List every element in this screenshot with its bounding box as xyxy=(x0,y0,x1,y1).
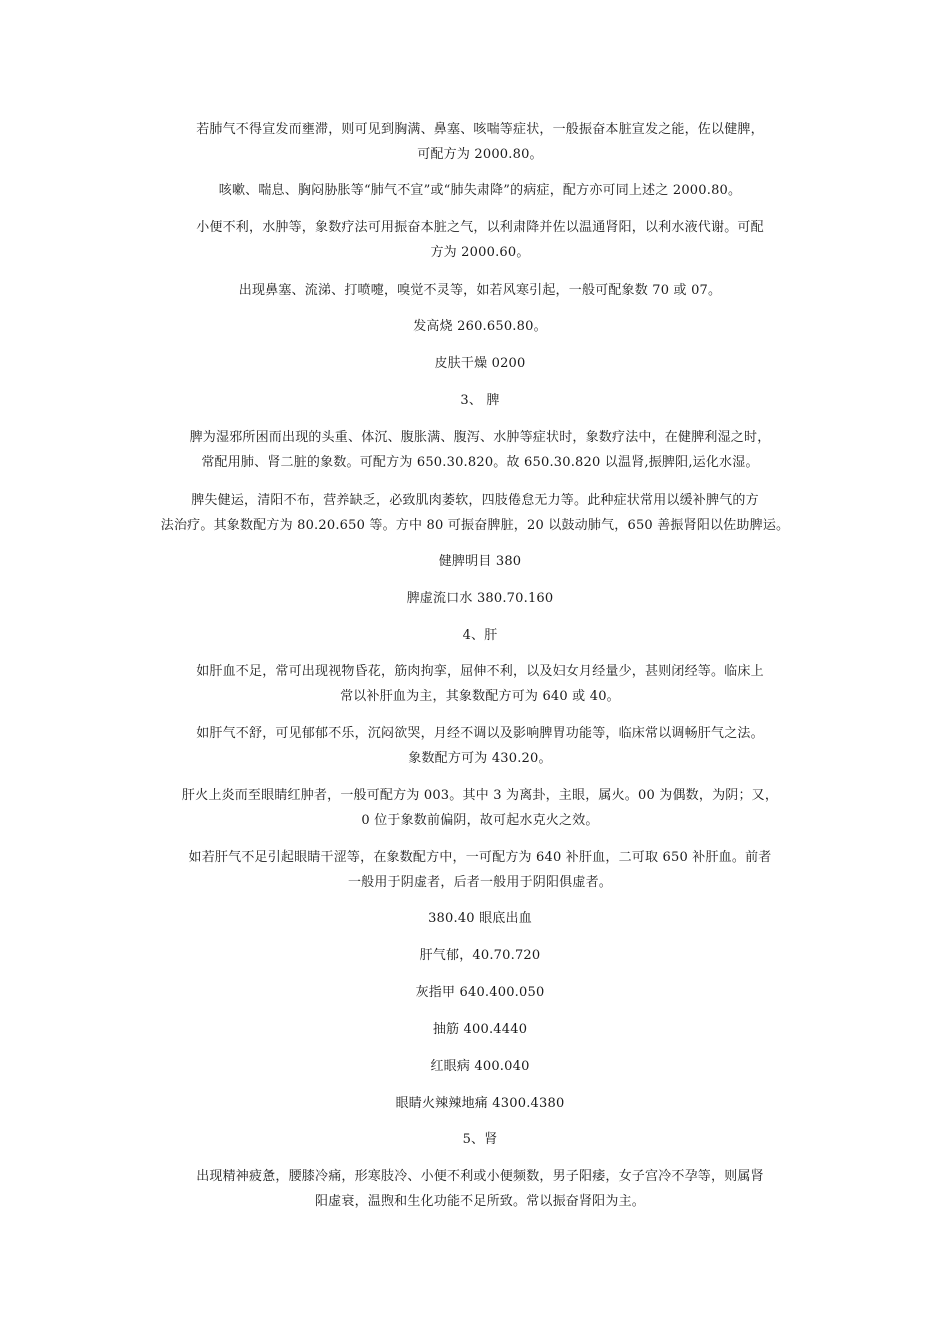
text-line: 出现精神疲惫，腰膝冷痛，形寒肢冷、小便不利或小便频数，男子阳痿，女子宫冷不孕等，则属肾 xyxy=(196,1169,764,1184)
text-line: 如肝血不足，常可出现视物昏花，筋肉拘挛，屈伸不利，以及妇女月经量少，甚则闭经等。临床上 xyxy=(196,664,764,679)
text-line: 红眼病 400.040 xyxy=(430,1059,530,1074)
text-line: 灰指甲 640.400.050 xyxy=(415,985,545,1000)
text-line: 肝气郁，40.70.720 xyxy=(419,948,541,963)
section-heading: 5、肾 xyxy=(462,1132,498,1147)
text-line: 若肺气不得宣发而壅滞，则可见到胸满、鼻塞、咳喘等症状，一般振奋本脏宣发之能，佐以健脾， xyxy=(196,122,764,137)
text-line: 咳嗽、喘息、胸闷胁胀等“肺气不宣”或“肺失肃降”的病症，配方亦可同上述之 2000.80。 xyxy=(218,183,742,198)
text-line: 眼睛火辣辣地痛 4300.4380 xyxy=(395,1096,565,1111)
section-heading: 3、 脾 xyxy=(460,393,500,408)
text-line: 肝火上炎而至眼睛红肿者，一般可配方为 003。其中 3 为离卦，主眼，属火。00 为偶数，为阴；又， xyxy=(181,788,779,803)
section-heading: 4、肝 xyxy=(462,628,498,643)
text-line: 脾为湿邪所困而出现的头重、体沉、腹胀满、腹泻、水肿等症状时，象数疗法中，在健脾利湿之时， xyxy=(189,430,771,445)
text-line: 健脾明目 380 xyxy=(438,554,522,569)
text-line: 阳虚衰，温煦和生化功能不足所致。常以振奋肾阳为主。 xyxy=(314,1194,645,1209)
text-line: 出现鼻塞、流涕、打喷嚏，嗅觉不灵等，如若风寒引起，一般可配象数 70 或 07。 xyxy=(238,283,722,298)
text-line: 如肝气不舒，可见郁郁不乐，沉闷欲哭，月经不调以及影响脾胃功能等，临床常以调畅肝气之法。 xyxy=(196,726,764,741)
text-line: 一般用于阴虚者，后者一般用于阴阳俱虚者。 xyxy=(347,875,612,890)
text-line: 380.40 眼底出血 xyxy=(428,911,532,926)
text-line: 小便不利，水肿等，象数疗法可用振奋本脏之气，以利肃降并佐以温通肾阳，以利水液代谢。可配 xyxy=(196,220,764,235)
text-line: 发高烧 260.650.80。 xyxy=(413,319,547,334)
text-line: 0 位于象数前偏阴，故可起水克火之效。 xyxy=(361,813,599,828)
text-line: 法治疗。其象数配方为 80.20.650 等。方中 80 可振奋脾脏，20 以鼓动肺气，650 善振肾阳以佐助脾运。 xyxy=(160,518,790,533)
text-line: 可配方为 2000.80。 xyxy=(417,147,543,162)
text-line: 皮肤干燥 0200 xyxy=(434,356,526,371)
text-line: 抽筋 400.4440 xyxy=(432,1022,528,1037)
text-line: 常配用肺、肾二脏的象数。可配方为 650.30.820。故 650.30.820 以温肾,振脾阳,运化水湿。 xyxy=(201,455,759,470)
text-line: 象数配方可为 430.20。 xyxy=(408,751,552,766)
text-line: 方为 2000.60。 xyxy=(430,245,530,260)
text-line: 常以补肝血为主，其象数配方可为 640 或 40。 xyxy=(340,689,620,704)
text-line: 脾虚流口水 380.70.160 xyxy=(406,591,554,606)
text-line: 脾失健运，清阳不布，营养缺乏，必致肌肉萎软，四肢倦怠无力等。此种症状常用以缓补脾气的方 xyxy=(191,493,759,508)
text-line: 如若肝气不足引起眼睛干涩等，在象数配方中，一可配方为 640 补肝血，二可取 650 补肝血。前者 xyxy=(188,850,772,865)
